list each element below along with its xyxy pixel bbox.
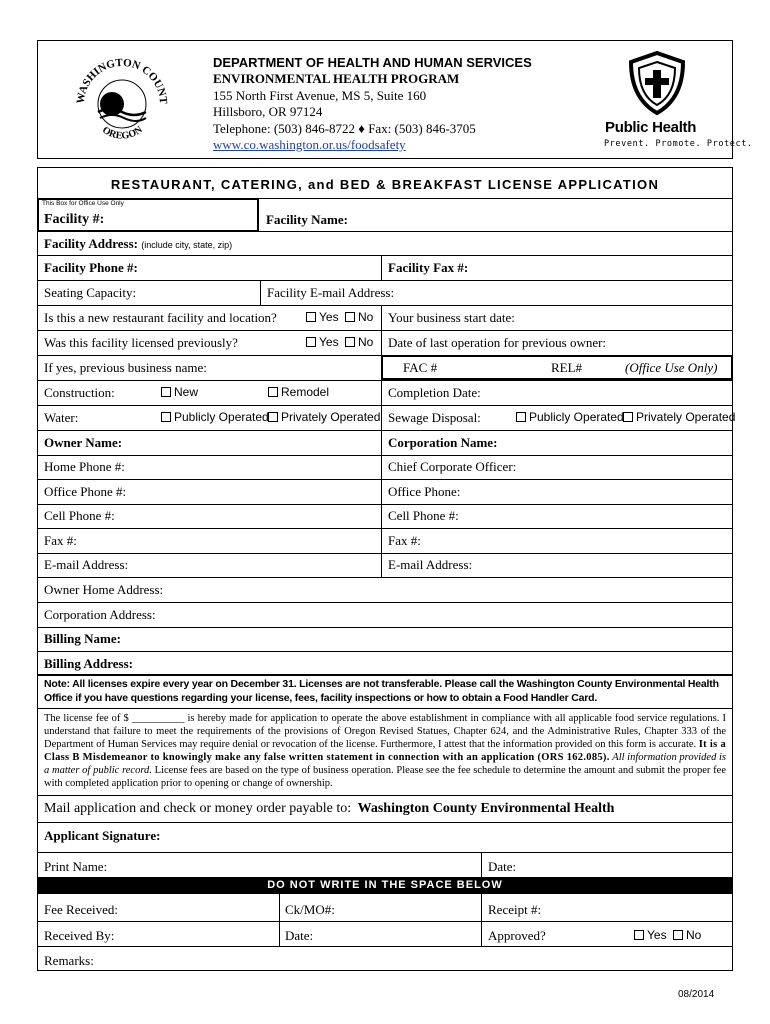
facility-address-field[interactable] <box>44 236 232 253</box>
seating-capacity-label: Seating Capacity: <box>44 285 137 300</box>
sewage-public-checkbox[interactable] <box>516 412 526 422</box>
facility-phone-label: Facility Phone #: <box>44 260 138 275</box>
department-title: DEPARTMENT OF HEALTH AND HUMAN SERVICES <box>213 55 532 70</box>
chief-corporate-officer-label: Chief Corporate Officer: <box>388 459 517 474</box>
applicant-signature-label: Applicant Signature: <box>44 828 161 843</box>
office-use-band <box>37 877 733 894</box>
prev-licensed-yes[interactable]: Yes <box>306 335 339 350</box>
facility-fax-label: Facility Fax #: <box>388 260 469 275</box>
corp-office-phone-label: Office Phone: <box>388 484 461 499</box>
washington-county-seal-logo <box>70 48 174 152</box>
remarks-label: Remarks: <box>44 953 94 968</box>
new-facility-no-checkbox[interactable] <box>345 312 355 322</box>
mail-payee: Washington County Environmental Health <box>357 801 615 816</box>
construction-remodel[interactable]: Remodel <box>268 385 329 400</box>
completion-date-label: Completion Date: <box>388 385 481 400</box>
rel-number-label: REL# <box>551 360 583 375</box>
facility-address-label: Facility Address: <box>44 236 139 251</box>
facility-email-label: Facility E-mail Address: <box>267 285 395 300</box>
owner-cell-phone-label: Cell Phone #: <box>44 508 115 523</box>
prev-licensed-no-checkbox[interactable] <box>345 337 355 347</box>
new-facility-yes[interactable]: Yes <box>306 310 339 325</box>
received-by-label: Received By: <box>44 928 115 943</box>
fac-number-label: FAC # <box>403 360 438 375</box>
date-label: Date: <box>488 859 517 874</box>
attestation-paragraph <box>44 712 726 790</box>
construction-label: Construction: <box>44 385 115 400</box>
approved-no[interactable]: No <box>673 928 701 943</box>
approved-yes[interactable]: Yes <box>634 928 667 943</box>
previously-licensed-question: Was this facility licensed previously? <box>44 335 238 350</box>
new-facility-question: Is this a new restaurant facility and location? <box>44 310 277 325</box>
address-line-1: 155 North First Avenue, MS 5, Suite 160 <box>213 88 427 103</box>
address-line-2: Hillsboro, OR 97124 <box>213 104 323 119</box>
office-date-label: Date: <box>285 928 314 943</box>
public-record-notice: All information provided is a matter of public record. <box>44 752 726 776</box>
fee-received-label: Fee Received: <box>44 902 118 917</box>
office-use-only-label: (Office Use Only) <box>625 360 718 375</box>
new-facility-no[interactable]: No <box>345 310 373 325</box>
billing-name-label: Billing Name: <box>44 631 121 646</box>
misdemeanor-warning: It is a Class B Misdemeanor to knowingly make any false written statement in connection with an application (ORS 162.085). <box>44 739 727 763</box>
seal-top-text: WASHINGTON COUNT <box>74 56 170 105</box>
last-operation-date-label: Date of last operation for previous owner: <box>388 335 607 350</box>
prev-licensed-yes-checkbox[interactable] <box>306 337 316 347</box>
prev-licensed-no[interactable]: No <box>345 335 373 350</box>
facility-address-hint: (include city, state, zip) <box>141 240 233 250</box>
sewage-disposal-label: Sewage Disposal: <box>388 410 481 425</box>
phone-fax-line: Telephone: (503) 846-8722 ♦ Fax: (503) 846-3705 <box>213 121 476 136</box>
sewage-private[interactable]: Privately Operated <box>623 410 735 425</box>
facility-name-label: Facility Name: <box>266 212 348 227</box>
new-facility-yes-checkbox[interactable] <box>306 312 316 322</box>
home-phone-label: Home Phone #: <box>44 459 125 474</box>
facility-number-label: Facility #: <box>44 212 105 227</box>
program-title: ENVIRONMENTAL HEALTH PROGRAM <box>213 71 460 86</box>
approved-yes-checkbox[interactable] <box>634 930 644 940</box>
owner-name-label: Owner Name: <box>44 435 123 450</box>
mail-instructions <box>44 801 614 816</box>
revision-date: 08/2014 <box>678 989 715 1000</box>
corp-fax-label: Fax #: <box>388 533 421 548</box>
office-use-caption: This Box for Office Use Only <box>42 200 124 207</box>
public-health-title: Public Health <box>605 119 697 136</box>
owner-office-phone-label: Office Phone #: <box>44 484 127 499</box>
attestation-text-2: License fees are based on the type of business operation. Please see the fee schedule to determine the amount and submit the proper fee with completed application prior to opening or change of ownership. <box>44 765 726 789</box>
water-public-checkbox[interactable] <box>161 412 171 422</box>
construction-remodel-checkbox[interactable] <box>268 387 278 397</box>
approved-no-checkbox[interactable] <box>673 930 683 940</box>
form-title: RESTAURANT, CATERING, and BED & BREAKFAST LICENSE APPLICATION <box>110 177 660 192</box>
corp-email-label: E-mail Address: <box>388 557 473 572</box>
previous-business-name-label: If yes, previous business name: <box>44 360 207 375</box>
website-link[interactable]: www.co.washington.or.us/foodsafety <box>213 137 406 152</box>
receipt-label: Receipt #: <box>488 902 542 917</box>
corporation-name-label: Corporation Name: <box>388 435 498 450</box>
seal-bottom-text: OREGON <box>100 124 145 142</box>
sewage-private-checkbox[interactable] <box>623 412 633 422</box>
water-public[interactable]: Publicly Operated <box>161 410 269 425</box>
public-health-tagline: Prevent. Promote. Protect. <box>604 139 753 149</box>
mail-label: Mail application and check or money order payable to: <box>44 801 352 816</box>
corp-cell-phone-label: Cell Phone #: <box>388 508 459 523</box>
license-note: Note: All licenses expire every year on December 31. Licenses are not transferable. Please call the Washington County Environmental Health Office if you have questions regarding your license, fees, facility inspections or how to obtain a Food Handler Card. <box>44 678 719 704</box>
public-health-shield-logo <box>625 50 689 116</box>
check-mo-label: Ck/MO#: <box>285 902 335 917</box>
owner-email-label: E-mail Address: <box>44 557 129 572</box>
owner-home-address-label: Owner Home Address: <box>44 582 164 597</box>
sewage-public[interactable]: Publicly Operated <box>516 410 624 425</box>
water-private-checkbox[interactable] <box>268 412 278 422</box>
water-private[interactable]: Privately Operated <box>268 410 380 425</box>
business-start-date-label: Your business start date: <box>388 310 515 325</box>
owner-fax-label: Fax #: <box>44 533 77 548</box>
attestation-text-1: The license fee of $ __________ is hereby made for application to operate the above establishment in compliance with all applicable food service regulations. I understand that failure to meet the requirements of the provisions of Oregon Revised Statues, Chapter 624, and the Administrative Rules, Chapter 333 of the Department of Human Services may require denial or revocation of the license. Furthermore, I attest that the information provided on this form is accurate. <box>44 713 726 750</box>
construction-new[interactable]: New <box>161 385 198 400</box>
approved-label: Approved? <box>488 928 546 943</box>
do-not-write-label: DO NOT WRITE IN THE SPACE BELOW <box>267 879 503 891</box>
construction-new-checkbox[interactable] <box>161 387 171 397</box>
billing-address-label: Billing Address: <box>44 656 133 671</box>
water-label: Water: <box>44 410 79 425</box>
corporation-address-label: Corporation Address: <box>44 607 156 622</box>
print-name-label: Print Name: <box>44 859 108 874</box>
